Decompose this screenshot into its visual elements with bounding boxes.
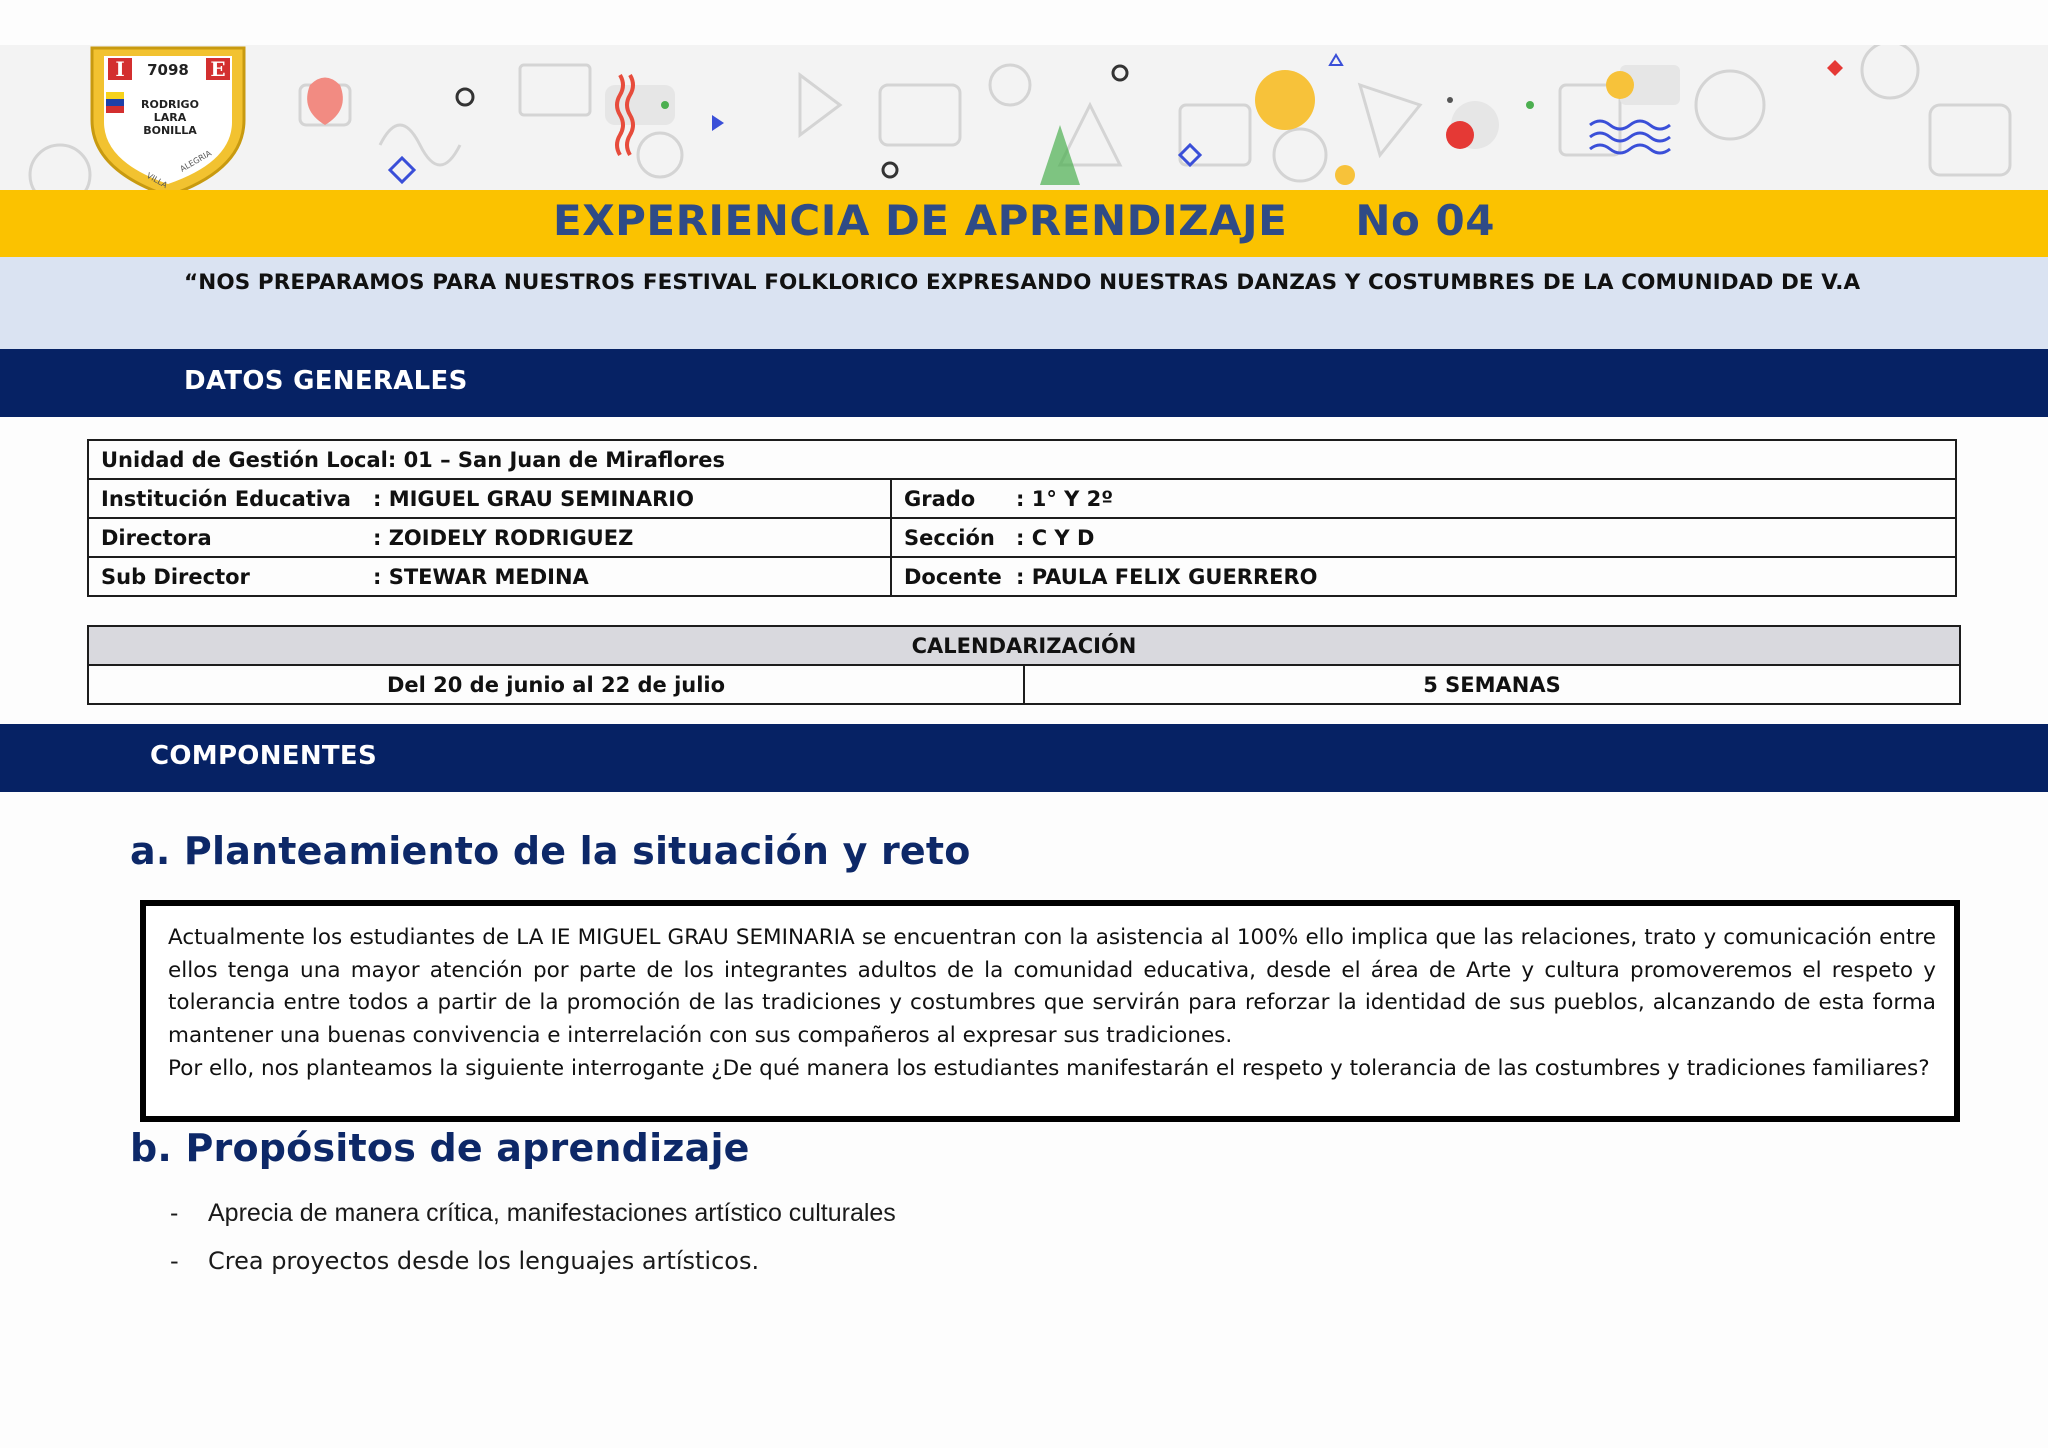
list-bullet: - xyxy=(170,1199,179,1227)
section-bar-componentes xyxy=(0,724,2048,792)
heading-letter: b. xyxy=(130,1126,173,1170)
svg-text:BONILLA: BONILLA xyxy=(143,124,197,137)
heading-title: Propósitos de aprendizaje xyxy=(185,1126,750,1170)
situation-paragraph: Actualmente los estudiantes de LA IE MIGUEL GRAU SEMINARIA se encuentran con la asistencia al 100% ello implica que las relaciones, trato y comunicación entre ellos tenga una mayor atención por parte de los integrantes adultos de la comunidad educativa, desde el área de Arte y cultura promoveremos el respeto y tolerancia entre todos a partir de la promoción de las tradiciones y costumbres que servirán para reforzar la identidad de sus pueblos, alcanzando de esta forma mantener una buenas convivencia e interrelación con sus compañeros al expresar sus tradiciones. xyxy=(168,925,1936,1049)
experience-number: No 04 xyxy=(1355,196,1495,245)
section-title: COMPONENTES xyxy=(150,741,378,771)
section-bar-datos-generales xyxy=(0,349,2048,417)
table-cell xyxy=(88,479,891,518)
field-value: : MIGUEL GRAU SEMINARIO xyxy=(373,486,694,511)
heading-title: Planteamiento de la situación y reto xyxy=(183,829,971,873)
table-row xyxy=(88,440,1956,479)
situation-box xyxy=(140,900,1960,1122)
list-item xyxy=(170,1199,896,1228)
title-label: EXPERIENCIA DE APRENDIZAJE xyxy=(553,196,1288,245)
field-value: : STEWAR MEDINA xyxy=(373,564,589,589)
svg-text:ALEGRIA: ALEGRIA xyxy=(178,148,213,174)
challenge-question: Por ello, nos planteamos la siguiente interrogante ¿De qué manera los estudiantes manifestarán el respeto y tolerancia de las costumbres y tradiciones familiares? xyxy=(168,1055,1930,1081)
calendar-period: Del 20 de junio al 22 de julio xyxy=(88,665,1024,704)
table-row xyxy=(88,626,1960,665)
table-cell xyxy=(891,518,1956,557)
field-label: Docente xyxy=(904,564,1002,589)
svg-text:LARA: LARA xyxy=(153,111,187,124)
list-item xyxy=(170,1247,759,1275)
table-cell xyxy=(891,479,1956,518)
header-doodle-banner xyxy=(0,45,2048,192)
table-row xyxy=(88,665,1960,704)
school-crest-logo xyxy=(86,40,250,198)
table-cell xyxy=(88,557,891,596)
calendar-header: CALENDARIZACIÓN xyxy=(88,626,1960,665)
calendar-duration: 5 SEMANAS xyxy=(1024,665,1960,704)
svg-text:RODRIGO: RODRIGO xyxy=(141,98,199,111)
svg-text:7098: 7098 xyxy=(147,61,189,79)
document-subtitle: “NOS PREPARAMOS PARA NUESTROS FESTIVAL FOLKLORICO EXPRESANDO NUESTRAS DANZAS Y COSTUMBRES DE LA COMUNIDAD DE V.A xyxy=(184,270,1861,295)
field-value: : 1° Y 2º xyxy=(1016,486,1114,511)
heading-letter: a. xyxy=(130,829,171,873)
field-label: Directora xyxy=(101,525,212,550)
field-label: Grado xyxy=(904,486,976,511)
list-bullet: - xyxy=(170,1247,179,1275)
purposes-heading xyxy=(130,1126,750,1170)
calendar-table xyxy=(87,625,1961,705)
field-label: Institución Educativa xyxy=(101,486,351,511)
purpose-text: Aprecia de manera crítica, manifestaciones artístico culturales xyxy=(208,1199,896,1227)
document-title xyxy=(0,196,2048,245)
ugel-cell: Unidad de Gestión Local: 01 – San Juan de Miraflores xyxy=(88,440,1956,479)
svg-text:VILLA: VILLA xyxy=(145,170,169,190)
section-title: DATOS GENERALES xyxy=(184,366,468,396)
table-row xyxy=(88,479,1956,518)
svg-text:I: I xyxy=(115,57,125,81)
field-label: Sección xyxy=(904,525,995,550)
field-value: : C Y D xyxy=(1016,525,1095,550)
situation-heading xyxy=(130,829,971,873)
table-cell xyxy=(88,518,891,557)
table-row xyxy=(88,518,1956,557)
svg-text:E: E xyxy=(210,57,226,81)
field-label: Sub Director xyxy=(101,564,250,589)
table-row xyxy=(88,557,1956,596)
situation-text xyxy=(168,922,1936,1086)
table-cell xyxy=(891,557,1956,596)
general-data-table xyxy=(87,439,1957,597)
field-value: : PAULA FELIX GUERRERO xyxy=(1016,564,1318,589)
field-value: : ZOIDELY RODRIGUEZ xyxy=(373,525,634,550)
purpose-text: Crea proyectos desde los lenguajes artísticos. xyxy=(208,1247,760,1275)
